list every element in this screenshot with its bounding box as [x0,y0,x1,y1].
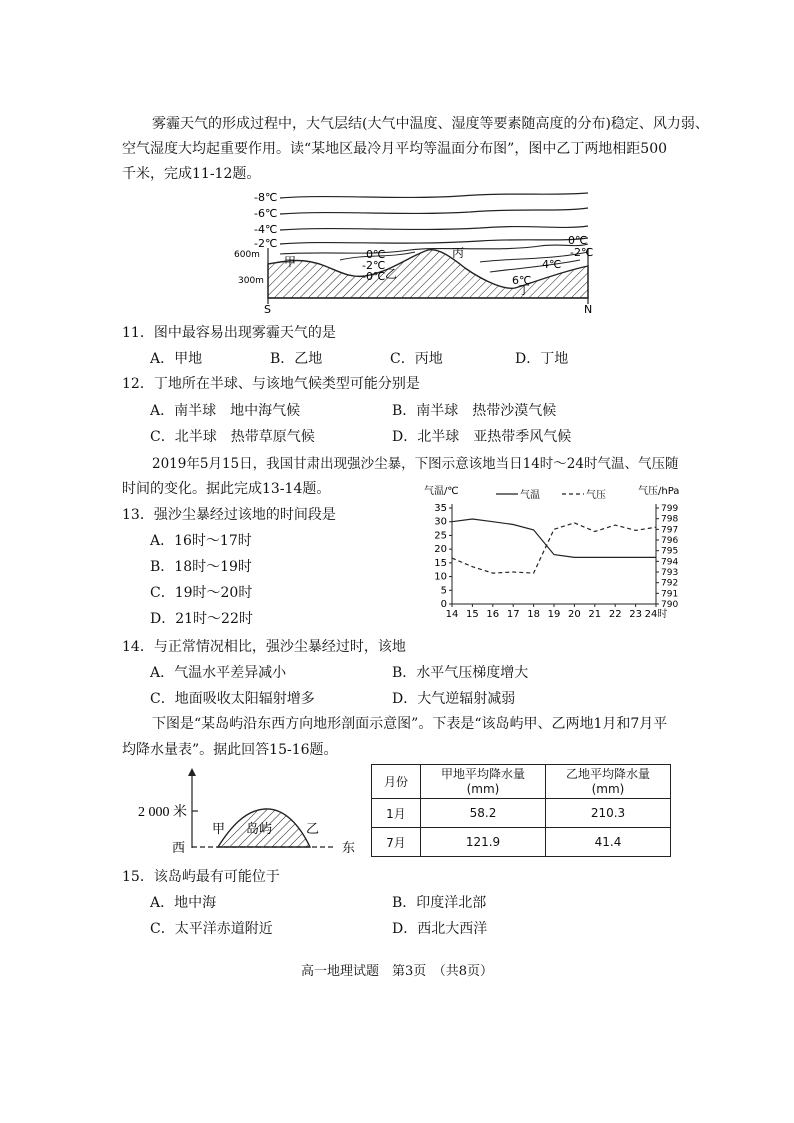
q12-option-a[interactable]: A．南半球 地中海气候 [150,403,301,419]
table-row: 1月 58.2 210.3 [372,799,671,828]
intro1-line3: 千米，完成11-12题。 [122,166,261,182]
y-left-tick-label: 30 [434,516,447,528]
q13-option-b[interactable]: B．18时～19时 [150,559,252,575]
y-right-tick-label: 793 [661,568,679,578]
y-right-tick-label: 797 [661,525,679,536]
q11-option-a[interactable]: A．甲地 [150,351,203,367]
q13-option-d[interactable]: D．21时～22时 [150,611,253,627]
y-left-tick-label: 5 [440,585,447,597]
q12-option-c[interactable]: C．北半球 热带草原气候 [150,429,315,445]
isotherm-label: -2℃ [254,237,278,250]
height-label: 600m [234,250,260,260]
y-right-tick-label: 791 [661,589,679,600]
q11-stem: 11．图中最容易出现雾霾天气的是 [122,325,336,341]
legend-temp: 气温 [520,490,540,501]
q14-option-a[interactable]: A．气温水平差异减小 [150,665,287,681]
y-right-tick-label: 796 [661,536,679,546]
q15-option-a[interactable]: A．地中海 [150,895,217,911]
island-label: 岛屿 [246,822,273,837]
x-tick-label: 23 [629,609,642,620]
table-row: 7月 121.9 41.4 [372,828,671,857]
q13-option-c[interactable]: C．19时～20时 [150,585,253,601]
east-label: 东 [342,841,356,856]
q14-option-b[interactable]: B．水平气压梯度增大 [392,665,529,681]
q15-option-d[interactable]: D．西北大西洋 [392,921,488,937]
y-right-tick-label: 792 [661,578,679,589]
intro3-line1: 下图是“某岛屿沿东西方向地形剖面示意图”。下表是“该岛屿甲、乙两地1月和7月平 [152,716,668,732]
intro1-line1: 雾霾天气的形成过程中，大气层结(大气中温度、湿度等要素随高度的分布)稳定、风力弱、 [152,116,709,132]
x-tick-label: 17 [506,609,520,620]
y-right-tick-label: 795 [661,546,679,557]
q15-stem: 15．该岛屿最有可能位于 [122,869,280,885]
q11-option-b[interactable]: B．乙地 [270,351,323,367]
legend-pressure: 气压 [586,490,606,501]
place-yi: 乙 [385,267,398,281]
island-profile [130,768,360,858]
jia-label: 甲 [212,822,226,837]
height-label: 300m [238,276,264,286]
isotherm-label: -0℃ [362,270,386,283]
q14-option-c[interactable]: C．地面吸收太阳辐射增多 [150,691,315,707]
q12-option-d[interactable]: D．北半球 亚热带季风气候 [392,429,572,445]
y-left-tick-label: 20 [434,544,447,556]
x-tick-label: 15 [466,609,479,620]
height-2000: 2 000 米 [138,805,187,820]
q13-stem: 13．强沙尘暴经过该地的时间段是 [122,507,336,523]
y-left-label: 气温/℃ [424,486,459,497]
q15-option-b[interactable]: B．印度洋北部 [392,895,487,911]
intro2-line1: 2019年5月15日，我国甘肃出现强沙尘暴，下图示意该地当日14时～24时气温、气压随 [152,456,679,472]
y-left-tick-label: 10 [434,571,447,583]
direction-south: S [264,303,271,316]
x-tick-label: 14 [445,609,459,620]
isotherm-diagram [234,186,600,316]
q12-option-b[interactable]: B．南半球 热带沙漠气候 [392,403,557,419]
x-tick-label: 24时 [644,609,668,620]
isotherm-label: -4℃ [254,223,278,236]
intro2-line2: 时间的变化。据此完成13-14题。 [122,481,331,497]
direction-north: N [584,303,593,316]
x-tick-label: 16 [486,609,500,620]
x-tick-label: 19 [547,609,561,620]
y-left-tick-label: 25 [434,530,447,542]
x-tick-label: 22 [608,609,622,620]
x-tick-label: 21 [588,609,602,620]
table-header-month: 月份 [372,765,421,799]
place-ding: 丁 [518,283,531,297]
q11-option-d[interactable]: D．丁地 [515,351,569,367]
isotherm-label: -2℃ [570,246,594,259]
y-right-tick-label: 798 [661,514,679,525]
place-bing: 丙 [452,246,465,260]
sandstorm-chart [420,480,692,622]
place-jia: 甲 [284,255,297,269]
temperature-line [452,519,656,557]
y-right-tick-label: 799 [661,504,679,514]
y-left-tick-label: 15 [434,557,447,569]
x-tick-label: 18 [527,609,540,620]
intro1-line2: 空气湿度大均起重要作用。读“某地区最冷月平均等温面分布图”，图中乙丁两地相距500 [122,141,668,157]
isotherm-label: -2℃ [362,259,386,272]
isotherm-label: 0℃ [366,248,386,261]
table-header-jia: 甲地平均降水量 (mm) [421,765,546,799]
isotherm-label: -8℃ [254,191,278,204]
y-right-tick-label: 790 [661,600,679,610]
q13-option-a[interactable]: A．16时～17时 [150,533,252,549]
table-header-yi: 乙地平均降水量 (mm) [546,765,671,799]
x-tick-label: 20 [568,609,581,620]
yi-label: 乙 [306,822,320,837]
y-right-tick-label: 794 [661,557,679,568]
isotherm-label: 6℃ [512,274,532,287]
pressure-line [452,523,656,573]
y-left-tick-label: 35 [434,503,447,514]
page-footer: 高一地理试题 第3页 （共8页） [300,964,494,979]
q14-stem: 14．与正常情况相比，强沙尘暴经过时，该地 [122,639,406,655]
y-right-label: 气压/hPa [638,486,680,497]
q15-option-c[interactable]: C．太平洋赤道附近 [150,921,273,937]
q14-option-d[interactable]: D．大气逆辐射减弱 [392,691,516,707]
isotherm-label: -6℃ [254,207,278,220]
rainfall-table [371,764,671,857]
west-label: 西 [172,841,186,856]
q11-option-c[interactable]: C．丙地 [390,351,443,367]
isotherm-label: 4℃ [542,258,562,271]
intro3-line2: 均降水量表”。据此回答15-16题。 [122,742,338,758]
y-left-tick-label: 0 [440,599,447,610]
isotherm-label: 0℃ [568,234,588,247]
q12-stem: 12．丁地所在半球、与该地气候类型可能分别是 [122,376,420,392]
